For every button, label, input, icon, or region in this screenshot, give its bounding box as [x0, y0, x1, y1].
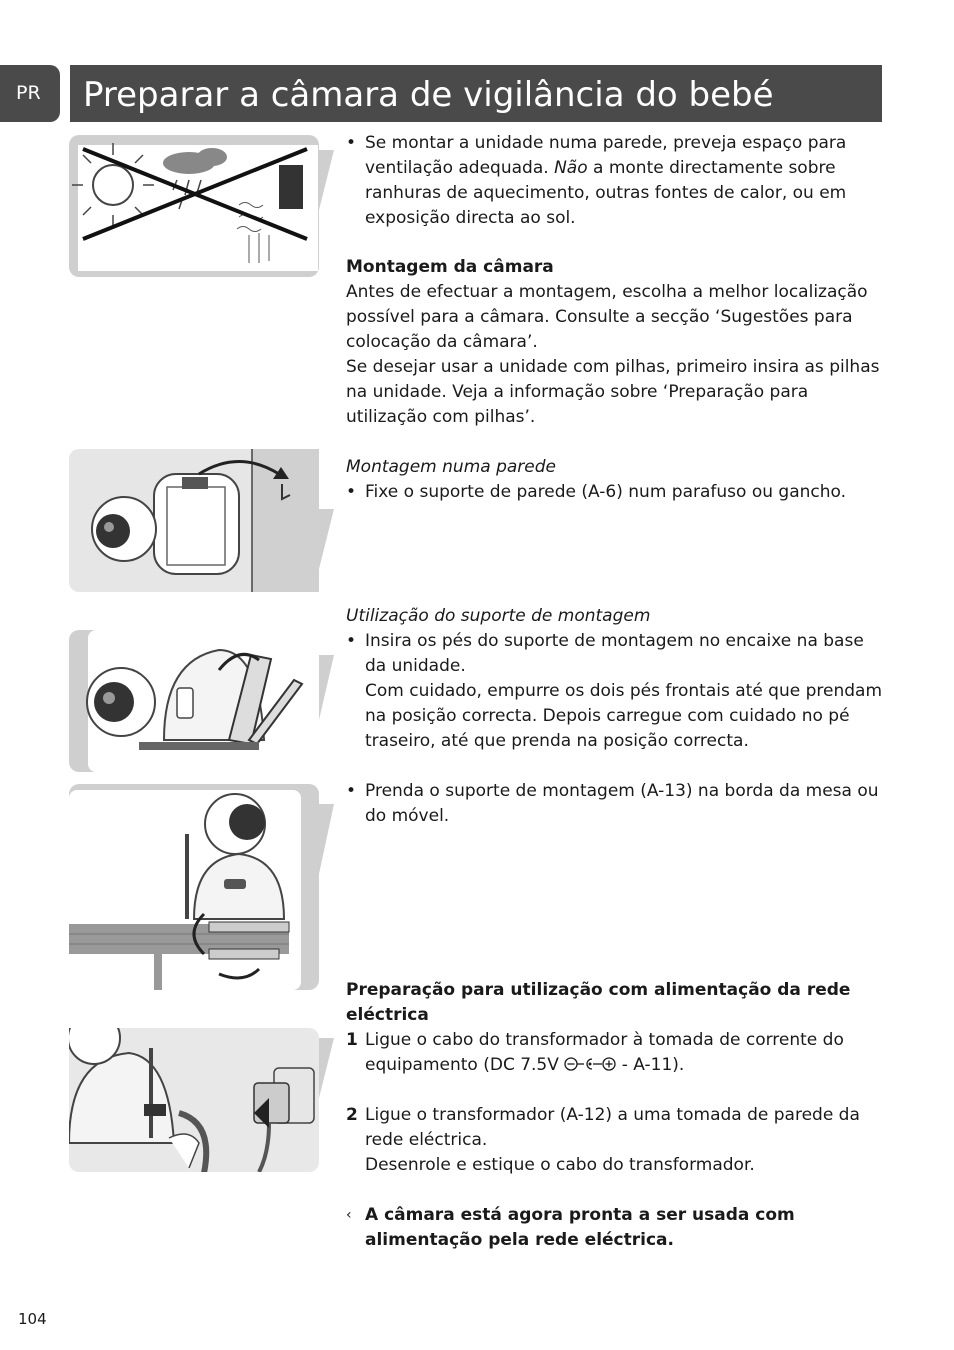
mains-heading: Preparação para utilização com alimentação da rede eléctrica: [346, 980, 851, 1025]
mains-step-2: [346, 1103, 886, 1153]
no-heat-source-illustration: [69, 135, 334, 277]
stand-bullet-1-text: Insira os pés do suporte de montagem no encaixe na base da unidade.: [365, 631, 864, 676]
bullet-mark: •: [346, 781, 357, 801]
mains-result: [346, 1203, 886, 1253]
bullet-mark: •: [346, 133, 357, 153]
wall-bullet-text: Fixe o suporte de parede (A-6) num parafuso ou gancho.: [365, 482, 847, 502]
stand-section: [346, 604, 886, 829]
mains-section: [346, 978, 886, 1253]
step-number: 2: [346, 1105, 358, 1125]
step-1-text: Ligue o cabo do transformador à tomada de corrente do equipamento (DC 7.5V: [365, 1030, 844, 1075]
mounting-section: [346, 255, 886, 430]
language-tab: PR: [0, 65, 60, 122]
mains-step-2-continued: Desenrole e estique o cabo do transformador.: [365, 1155, 755, 1175]
step-2-text: Ligue o transformador (A-12) a uma tomada de parede da rede eléctrica.: [365, 1105, 860, 1150]
bullet-mark: •: [346, 482, 357, 502]
stand-subheading: Utilização do suporte de montagem: [346, 606, 651, 626]
stand-bullet-1-continued: Com cuidado, empurre os dois pés frontais até que prendam na posição correcta. Depois carregue com cuidado no pé traseiro, até que prenda na posição correcta.: [365, 681, 883, 751]
bullet-mark: •: [346, 631, 357, 651]
step-number: 1: [346, 1030, 358, 1050]
stand-bullet-1: [346, 629, 886, 679]
intro-section: [346, 131, 886, 231]
ventilation-text-continued: a monte directamente sobre ranhuras de aquecimento, outras fontes de calor, ou em exposição directa ao sol.: [365, 158, 847, 228]
mounting-paragraph-1: Antes de efectuar a montagem, escolha a melhor localização possível para a câmara. Consulte a secção ‘Sugestões para colocação da câmara’.: [346, 282, 868, 352]
mains-step-1: [346, 1028, 886, 1078]
result-text: A câmara está agora pronta a ser usada com alimentação pela rede eléctrica.: [365, 1205, 795, 1250]
step-1-text-end: - A-11).: [621, 1055, 685, 1075]
ventilation-emphasis: Não: [554, 158, 588, 178]
mounting-heading: Montagem da câmara: [346, 257, 554, 277]
page-number: 104: [18, 1310, 47, 1328]
stand-bullet-2-text: Prenda o suporte de montagem (A-13) na borda da mesa ou do móvel.: [365, 781, 879, 826]
wall-section: [346, 455, 886, 505]
mounting-paragraph-2: Se desejar usar a unidade com pilhas, primeiro insira as pilhas na unidade. Veja a informação sobre ‘Preparação para utilização com pilhas’.: [346, 357, 880, 427]
ventilation-text: Se montar a unidade numa parede, preveja espaço para ventilação adequada.: [365, 133, 847, 178]
stand-feet-illustration: [69, 630, 334, 772]
page-title: Preparar a câmara de vigilância do bebé: [70, 65, 882, 122]
wall-mount-illustration: [69, 449, 334, 592]
power-adapter-illustration: [69, 1028, 334, 1172]
result-arrow-icon: ‹: [346, 1207, 352, 1223]
wall-subheading: Montagem numa parede: [346, 457, 556, 477]
wall-bullet: [346, 480, 886, 505]
polarity-icon: [564, 1057, 616, 1071]
stand-bullet-2: [346, 779, 886, 829]
table-clamp-illustration: [69, 784, 334, 990]
ventilation-bullet: [346, 131, 886, 231]
